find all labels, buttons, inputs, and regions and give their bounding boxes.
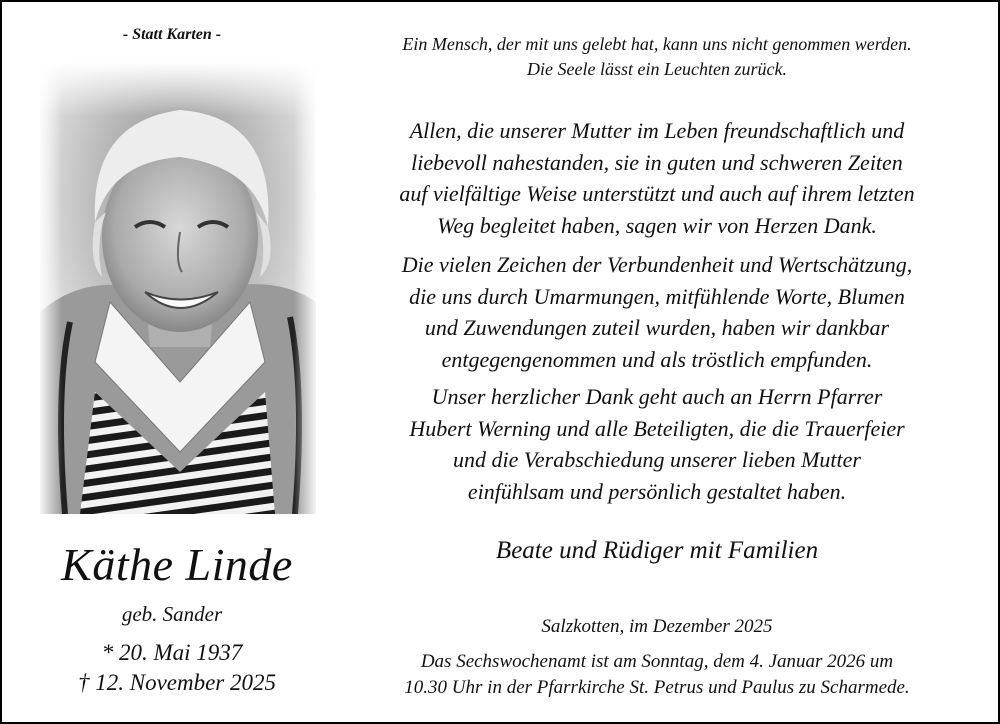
- deceased-name: Käthe Linde: [61, 539, 293, 590]
- quote: [337, 32, 977, 82]
- paragraph-line: Die vielen Zeichen der Verbundenheit und Wertschätzung,: [401, 252, 913, 277]
- birth-name: geb. Sander: [121, 602, 223, 626]
- death-date: † 12. November 2025: [77, 670, 277, 695]
- signature: Beate und Rüdiger mit Familien: [495, 537, 819, 564]
- thanks-paragraph-2: [337, 249, 977, 375]
- mass-notice: [337, 649, 977, 701]
- statt-karten-label: - Statt Karten -: [122, 26, 222, 43]
- paragraph-line: Unser herzlicher Dank geht auch an Herrn Pfarrer: [431, 384, 883, 409]
- place-date: Salzkotten, im Dezember 2025: [541, 616, 773, 637]
- thanks-paragraph-1: [337, 115, 977, 241]
- left-column: [2, 2, 332, 722]
- notice-line: 10.30 Uhr in der Pfarrkirche St. Petrus und Paulus zu Scharmede.: [404, 677, 910, 698]
- paragraph-line: die uns durch Umarmungen, mitfühlende Worte, Blumen: [409, 283, 905, 309]
- paragraph-line: und Zuwendungen zuteil wurden, haben wir dankbar: [424, 315, 890, 340]
- birth-date: * 20. Mai 1937: [101, 640, 243, 665]
- quote-line: Die Seele lässt ein Leuchten zurück.: [527, 59, 787, 79]
- paragraph-line: auf vielfältige Weise unterstützt und auch auf ihrem letzten: [399, 181, 915, 206]
- paragraph-line: Allen, die unserer Mutter im Leben freundschaftlich und: [409, 118, 905, 143]
- paragraph-line: entgegengenommen und als tröstlich empfunden.: [441, 346, 873, 372]
- quote-line: Ein Mensch, der mit uns gelebt hat, kann uns nicht genommen werden.: [402, 34, 912, 54]
- paragraph-line: einfühlsam und persönlich gestaltet haben.: [467, 478, 847, 504]
- paragraph-line: und die Verabschiedung unserer lieben Mutter: [453, 447, 861, 472]
- thanks-paragraph-3: [337, 381, 977, 507]
- paragraph-line: Weg begleitet haben, sagen wir von Herzen Dank.: [437, 212, 877, 238]
- portrait-photo: [40, 62, 316, 514]
- paragraph-line: Hubert Werning und alle Beteiligten, die die Trauerfeier: [409, 415, 905, 441]
- right-column: [337, 2, 977, 722]
- paragraph-line: liebevoll nahestanden, sie in guten und schweren Zeiten: [411, 149, 903, 175]
- notice-line: Das Sechswochenamt ist am Sonntag, dem 4. Januar 2026 um: [420, 651, 894, 672]
